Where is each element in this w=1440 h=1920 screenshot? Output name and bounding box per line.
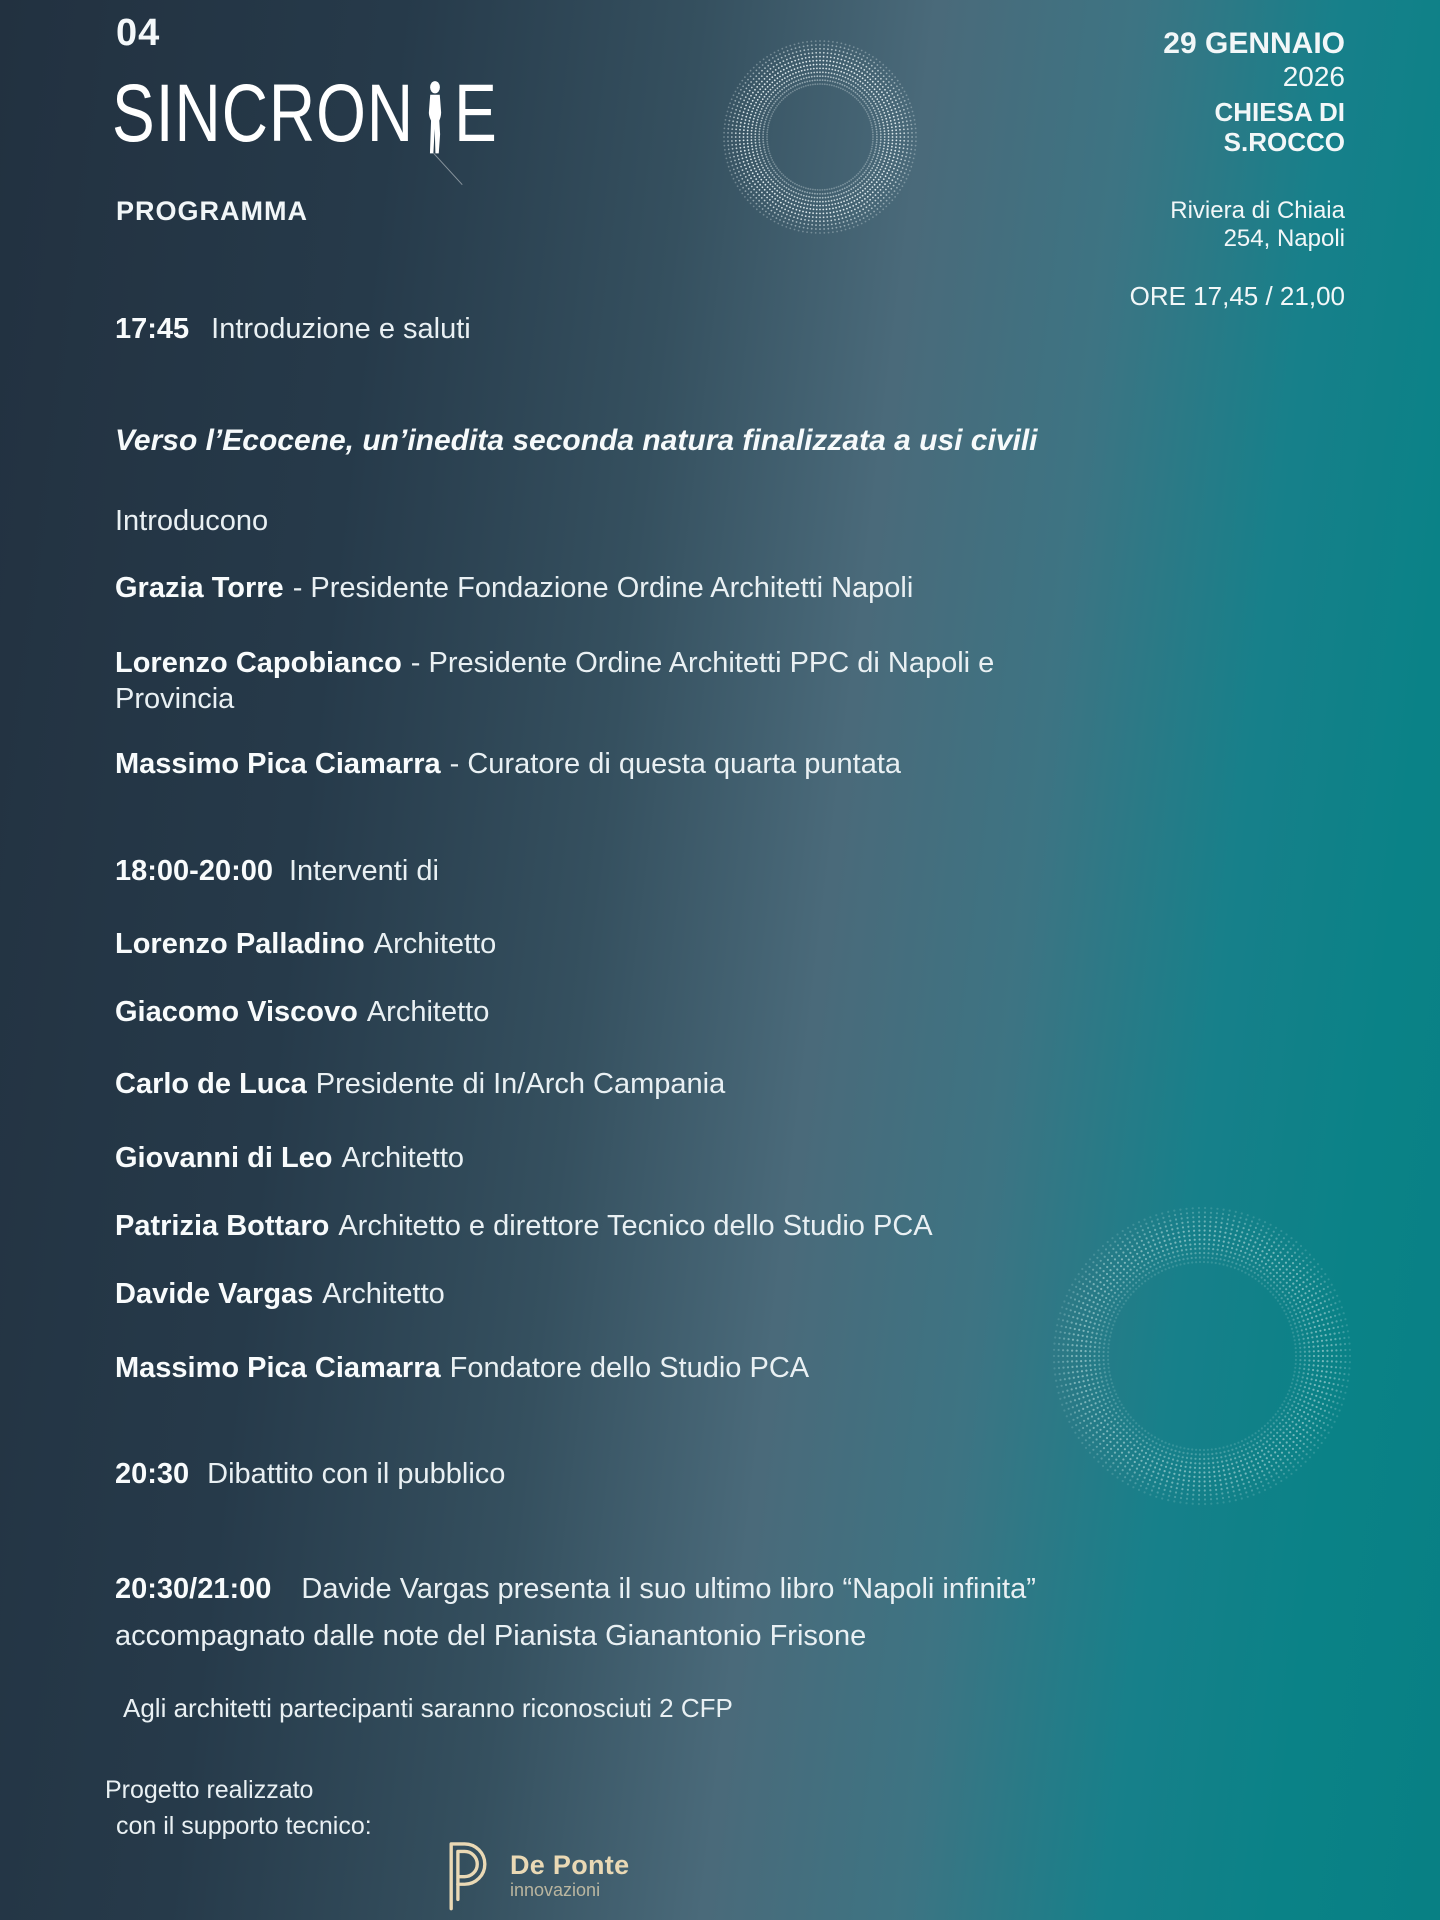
speaker-role: - Curatore di questa quarta puntata: [449, 748, 902, 780]
program-time: 20:30: [115, 1458, 190, 1490]
event-date: 29 GENNAIO: [1163, 27, 1345, 60]
program-time: 20:30/21:00: [115, 1573, 272, 1605]
page-title: [112, 66, 498, 160]
theme-title: Verso l’Ecocene, un’inedita seconda natura finalizzata a usi civili: [115, 424, 1038, 457]
title-text-left: SINCRON: [112, 66, 415, 160]
speaker-name: Massimo Pica Ciamarra: [115, 1352, 441, 1384]
speaker-role: - Presidente Fondazione Ordine Architetti Napoli: [292, 572, 914, 604]
program-text: Introduzione e saluti: [211, 313, 471, 345]
intro-speaker: [115, 572, 913, 605]
intro-speaker: [115, 748, 901, 781]
de-ponte-logo-icon: [440, 1838, 496, 1912]
program-item-dibattito: [115, 1458, 505, 1491]
speaker-name: Patrizia Bottaro: [115, 1210, 330, 1242]
event-hours: ORE 17,45 / 21,00: [1129, 281, 1345, 311]
speaker-row: [115, 1068, 725, 1101]
speaker-role: Architetto: [373, 928, 497, 960]
program-item-intro: [115, 313, 471, 346]
speaker-role: Presidente di In/Arch Campania: [315, 1068, 726, 1100]
introducono-label: Introducono: [115, 505, 269, 537]
program-time: 17:45: [115, 313, 190, 345]
sponsor-logo: [440, 1838, 629, 1912]
subtitle-programma: PROGRAMMA: [116, 196, 308, 226]
event-year: 2026: [1282, 61, 1345, 92]
speaker-name: Giacomo Viscovo: [115, 996, 358, 1028]
sponsor-logo-text: [510, 1850, 629, 1900]
speaker-role: Architetto: [341, 1142, 465, 1174]
speaker-name: Lorenzo Palladino: [115, 928, 365, 960]
venue-line-2: S.ROCCO: [1223, 127, 1345, 157]
cfp-note: Agli architetti partecipanti saranno riconosciuti 2 CFP: [123, 1693, 733, 1723]
venue-line-1: CHIESA DI: [1214, 97, 1345, 127]
title-text-right: E: [454, 66, 498, 160]
speaker-row: [115, 928, 496, 961]
issue-number: 04: [116, 12, 161, 54]
intro-speaker: [115, 645, 1065, 717]
speaker-role: Architetto e direttore Tecnico dello Studio PCA: [338, 1210, 933, 1242]
program-text: Interventi di: [289, 855, 439, 887]
credit-line-2: con il supporto tecnico:: [116, 1812, 372, 1840]
speaker-role: Fondatore dello Studio PCA: [449, 1352, 810, 1384]
speaker-name: Lorenzo Capobianco: [115, 647, 402, 679]
speaker-row: [115, 1352, 809, 1385]
speaker-name: Giovanni di Leo: [115, 1142, 333, 1174]
speaker-row: [115, 1210, 933, 1243]
program-item-finale: [115, 1566, 1135, 1660]
address-line-1: Riviera di Chiaia: [1170, 197, 1345, 224]
speaker-name: Davide Vargas: [115, 1278, 314, 1310]
credit-line-1: Progetto realizzato: [105, 1776, 314, 1804]
sponsor-name: De Ponte: [510, 1850, 630, 1880]
speaker-role: Architetto: [322, 1278, 445, 1310]
speaker-name: Carlo de Luca: [115, 1068, 307, 1100]
speaker-name: Grazia Torre: [115, 572, 284, 604]
program-text: Dibattito con il pubblico: [207, 1458, 506, 1490]
speaker-row: [115, 1278, 445, 1311]
program-time: 18:00-20:00: [115, 855, 273, 887]
speaker-row: [115, 996, 489, 1029]
speaker-row: [115, 1142, 464, 1175]
sponsor-tagline: innovazioni: [510, 1880, 601, 1900]
program-item-interventi: [115, 855, 439, 888]
speaker-role: Architetto: [366, 996, 490, 1028]
event-info-block: [1130, 26, 1345, 311]
speaker-name: Massimo Pica Ciamarra: [115, 748, 441, 780]
address-line-2: 254, Napoli: [1223, 225, 1345, 252]
program-text: Davide Vargas presenta il suo ultimo libro “Napoli infinita” accompagnato dalle note del Pianista Gianantonio Frisone: [115, 1573, 1036, 1652]
speaker-role: - Presidente Ordine Architetti PPC di Napoli e Provincia: [115, 647, 995, 715]
person-silhouette-icon: [420, 76, 450, 168]
